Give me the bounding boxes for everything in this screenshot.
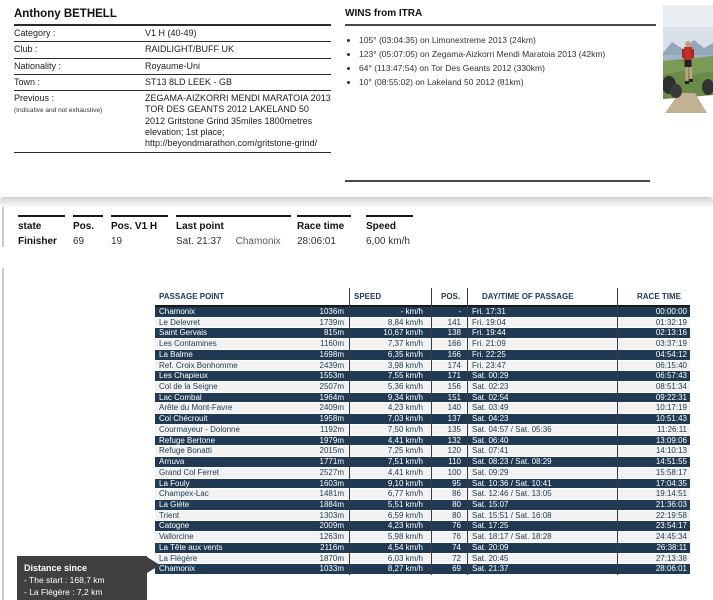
passage-point-cell: La Balme	[159, 349, 193, 359]
daytime-cell: Sat. 20:45	[472, 553, 509, 563]
speed-cell: 4,54 km/h	[387, 542, 423, 552]
speed-cell: 9,34 km/h	[387, 392, 423, 402]
athlete-photo	[663, 5, 713, 113]
elevation-cell: 2015m	[319, 446, 344, 456]
passage-point-cell: Courmayeur - Dolonne	[159, 424, 240, 434]
racetime-cell: 26:38:11	[656, 542, 687, 552]
wins-item: • 64° (113:47:54) on Tor Des Geants 2012 (330km)	[359, 63, 656, 73]
daytime-cell: Sat. 00:29	[472, 371, 509, 381]
elevation-cell: 1771m	[319, 457, 344, 467]
summary-value: 28:06:01	[297, 236, 336, 247]
passage-point-cell: Vallorcine	[159, 532, 194, 542]
table-row[interactable]	[155, 328, 690, 339]
passage-point-cell: La Fouly	[159, 478, 190, 488]
passage-point-cell: La Giète	[159, 499, 190, 509]
tooltip-line: - The start : 168,7 km	[24, 575, 105, 585]
passage-point-cell: Saint Gervais	[159, 328, 208, 338]
elevation-cell: 1192m	[320, 424, 344, 434]
column-separator	[431, 288, 432, 575]
elevation-cell: 1979m	[319, 435, 344, 445]
speed-cell: 7,55 km/h	[387, 371, 423, 381]
last-point-name: Chamonix	[235, 236, 281, 247]
table-row[interactable]	[155, 382, 690, 393]
passage-point-cell: Le Delevret	[159, 317, 200, 327]
column-separator	[349, 288, 350, 575]
passage-point-cell: Lac Combal	[159, 392, 202, 402]
elevation-cell: 1303m	[319, 510, 344, 520]
elevation-cell: 1884m	[319, 499, 344, 509]
section-divider	[0, 197, 713, 207]
position-cell: 69	[452, 564, 461, 574]
passage-table-header	[155, 288, 690, 307]
position-cell: 80	[452, 510, 461, 520]
table-row[interactable]	[155, 361, 690, 372]
racetime-cell: 27:13:38	[655, 553, 687, 563]
left-guide-line	[2, 204, 4, 247]
daytime-cell: Fri. 21:09	[472, 339, 506, 349]
tooltip-arrow	[147, 557, 160, 573]
passage-point-cell: Les Chapieux	[159, 371, 208, 381]
position-cell: 80	[452, 499, 461, 509]
position-cell: 141	[447, 317, 461, 327]
position-cell: 86	[452, 489, 461, 499]
position-cell: 100	[447, 467, 461, 477]
racetime-cell: 14:10:13	[655, 446, 687, 456]
summary-label: state	[18, 221, 42, 232]
summary-col-race-time	[297, 215, 351, 247]
speed-cell: 4,23 km/h	[387, 403, 423, 413]
table-row[interactable]	[155, 521, 690, 532]
passage-table	[155, 288, 690, 575]
table-row[interactable]	[155, 425, 690, 436]
speed-cell: 7,03 km/h	[387, 414, 423, 424]
summary-value: 6,00 km/h	[366, 236, 410, 247]
speed-cell: 4,41 km/h	[387, 467, 423, 477]
table-row[interactable]	[155, 350, 690, 361]
table-row[interactable]	[155, 489, 690, 500]
speed-cell: 8,84 km/h	[387, 317, 423, 327]
column-separator	[617, 288, 618, 575]
speed-cell: 3,98 km/h	[387, 360, 423, 370]
position-cell: 72	[452, 553, 461, 563]
summary-col-last-point	[176, 215, 291, 247]
table-row[interactable]	[155, 436, 690, 447]
elevation-cell: 1964m	[319, 392, 344, 402]
speed-cell: 10,67 km/h	[383, 328, 423, 338]
position-cell: -	[458, 307, 461, 316]
table-row[interactable]	[155, 414, 690, 425]
position-cell: 135	[447, 424, 461, 434]
passage-point-cell: Les Contamines	[159, 339, 217, 349]
racetime-cell: 10:51:43	[655, 414, 687, 424]
racetime-cell: 23:54:17	[655, 521, 687, 531]
profile-row-town	[14, 75, 331, 91]
passage-point-cell: Trient	[159, 510, 180, 520]
athlete-name: Anthony BETHELL	[14, 6, 331, 26]
position-cell: 171	[447, 371, 461, 381]
summary-value: Finisher	[18, 236, 57, 247]
wins-item: • 123° (05:07:05) on Zegama-Aizkorri Mendi Maratoia 2013 (42km)	[359, 49, 656, 59]
summary-label: Pos. V1 H	[111, 221, 158, 232]
daytime-cell: Fri. 17:31	[472, 307, 506, 316]
daytime-cell: Sat. 18:17 / Sat. 18:28	[472, 532, 552, 542]
elevation-cell: 1870m	[319, 553, 344, 563]
position-cell: 132	[447, 435, 461, 445]
table-row[interactable]	[155, 393, 690, 404]
daytime-cell: Sat. 15:51 / Sat. 16:08	[472, 510, 552, 520]
wins-section	[345, 6, 656, 91]
elevation-cell: 2009m	[319, 521, 344, 531]
daytime-cell: Fri. 22:25	[472, 349, 506, 359]
speed-cell: 7,37 km/h	[387, 339, 423, 349]
passage-point-cell: La Tête aux vents	[159, 542, 223, 552]
position-cell: 74	[452, 542, 461, 552]
table-row[interactable]	[155, 457, 690, 468]
racetime-cell: 06:15:40	[655, 360, 687, 370]
daytime-cell: Sat. 02:54	[472, 392, 509, 402]
racetime-cell: 11:26:11	[657, 424, 687, 434]
summary-value: 69	[73, 236, 85, 247]
passage-point-cell: Arête du Mont-Favre	[159, 403, 233, 413]
racetime-cell: 28:06:01	[655, 564, 687, 574]
profile-label: Club :	[14, 44, 38, 55]
tooltip-title: Distance since	[24, 563, 88, 573]
speed-cell: 4,23 km/h	[387, 521, 423, 531]
table-row[interactable]	[155, 511, 690, 522]
elevation-cell: 1481m	[319, 489, 344, 499]
racetime-cell: 21:36:03	[655, 499, 687, 509]
elevation-cell: 815m	[323, 328, 344, 338]
summary-col-state	[18, 215, 65, 247]
elevation-cell: 2409m	[319, 403, 344, 413]
speed-cell: - km/h	[400, 307, 423, 316]
profile-value: ST13 8LD LEEK - GB	[145, 76, 233, 87]
racetime-cell: 09:22:31	[655, 392, 687, 402]
runner-photo-illustration	[663, 5, 713, 113]
summary-label: Last point	[176, 221, 224, 232]
position-cell: 156	[447, 382, 461, 392]
elevation-cell: 2507m	[319, 382, 344, 392]
daytime-cell: Sat. 02:23	[472, 382, 509, 392]
speed-cell: 6,77 km/h	[387, 489, 423, 499]
daytime-cell: Sat. 08:23 / Sat. 08:29	[472, 457, 552, 467]
passage-point-cell: Ref. Croix Bonhomme	[159, 360, 238, 370]
position-cell: 110	[448, 457, 461, 467]
col-header-speed: SPEED	[354, 292, 382, 301]
racetime-cell: 19:14:51	[655, 489, 687, 499]
col-header-day-time: DAY/TIME OF PASSAGE	[482, 292, 574, 301]
position-cell: 137	[447, 414, 461, 424]
daytime-cell: Fri. 19:04	[472, 317, 506, 327]
position-cell: 138	[447, 328, 461, 338]
position-cell: 174	[447, 360, 461, 370]
table-row[interactable]	[155, 468, 690, 479]
athlete-profile-card	[14, 6, 331, 153]
table-row[interactable]	[155, 500, 690, 511]
summary-label: Pos.	[73, 221, 95, 232]
wins-item: • 10° (08:55:02) on Lakeland 50 2012 (81km)	[359, 77, 656, 87]
wins-list	[359, 35, 656, 87]
passage-point-cell: Grand Col Ferret	[159, 467, 220, 477]
profile-label: Nationality :	[14, 60, 62, 71]
speed-cell: 5,98 km/h	[387, 532, 423, 542]
speed-cell: 6,35 km/h	[387, 349, 423, 359]
column-separator	[467, 288, 468, 575]
table-row[interactable]	[155, 543, 690, 554]
summary-col-pos-v1h	[111, 215, 168, 247]
distance-tooltip	[17, 556, 147, 600]
speed-cell: 5,36 km/h	[387, 382, 423, 392]
wins-item: • 105° (03:04:35) on Limonextreme 2013 (24km)	[359, 35, 656, 45]
daytime-cell: Sat. 03:49	[472, 403, 509, 413]
last-point-time: Sat. 21:37	[176, 236, 222, 247]
passage-point-cell: Arnuva	[159, 457, 185, 467]
elevation-cell: 1698m	[319, 349, 344, 359]
racetime-cell: 08:51:34	[655, 382, 687, 392]
daytime-cell: Fri. 19:44	[472, 328, 506, 338]
speed-cell: 8,27 km/h	[387, 564, 423, 574]
elevation-cell: 1263m	[319, 532, 344, 542]
profile-label: Category :	[14, 28, 56, 38]
daytime-cell: Sat. 17:25	[472, 521, 509, 531]
position-cell: 166	[447, 339, 461, 349]
speed-cell: 7,25 km/h	[387, 446, 423, 456]
elevation-cell: 1603m	[319, 478, 344, 488]
speed-cell: 4,41 km/h	[387, 435, 423, 445]
passage-point-cell: Col Chécrouit	[159, 414, 208, 424]
wins-title: WINS from ITRA	[345, 6, 656, 26]
daytime-cell: Sat. 20:09	[472, 542, 509, 552]
racetime-cell: 00:00:00	[655, 307, 687, 316]
daytime-cell: Fri. 23:47	[472, 360, 506, 370]
elevation-cell: 1036m	[319, 307, 344, 316]
racetime-cell: 22:19:58	[655, 510, 687, 520]
racetime-cell: 15:58:17	[655, 467, 687, 477]
profile-label-text: Previous :	[14, 93, 55, 104]
profile-label-note: (Indicative and not exhaustive)	[14, 107, 103, 115]
elevation-cell: 1958m	[319, 414, 344, 424]
position-cell: 95	[452, 478, 461, 488]
wins-section-divider	[345, 180, 650, 182]
racetime-cell: 24:45:34	[655, 532, 687, 542]
elevation-cell: 2116m	[320, 542, 344, 552]
profile-label: Town :	[14, 76, 41, 87]
profile-row-nationality	[14, 59, 331, 75]
col-header-race-time: RACE TIME	[637, 292, 681, 301]
racetime-cell: 17:04:35	[655, 478, 687, 488]
passage-point-cell: Refuge Bonatti	[159, 446, 212, 456]
daytime-cell: Sat. 21:37	[472, 564, 509, 574]
daytime-cell: Sat. 10:36 / Sat. 10:41	[472, 478, 552, 488]
table-row[interactable]	[155, 403, 690, 414]
profile-row-category	[14, 26, 331, 42]
table-row[interactable]	[155, 318, 690, 329]
table-row[interactable]	[155, 479, 690, 490]
daytime-cell: Sat. 12:46 / Sat. 13:05	[472, 489, 552, 499]
speed-cell: 6,59 km/h	[387, 510, 423, 520]
summary-label: Race time	[297, 221, 345, 232]
passage-point-cell: Catogne	[159, 521, 190, 531]
daytime-cell: Sat. 04:57 / Sat. 05:36	[472, 424, 552, 434]
table-row[interactable]	[155, 446, 690, 457]
summary-col-speed	[366, 215, 413, 247]
speed-cell: 6,03 km/h	[387, 553, 423, 563]
col-header-passage-point: PASSAGE POINT	[159, 292, 225, 301]
summary-label: Speed	[366, 221, 397, 232]
summary-col-pos	[73, 215, 103, 247]
speed-cell: 7,51 km/h	[387, 457, 423, 467]
table-row[interactable]	[155, 564, 690, 575]
table-row[interactable]	[155, 532, 690, 543]
daytime-cell: Sat. 15:07	[472, 499, 509, 509]
passage-point-cell: Champex-Lac	[159, 489, 209, 499]
racetime-cell: 04:54:12	[655, 349, 687, 359]
elevation-cell: 2527m	[319, 467, 344, 477]
position-cell: 140	[447, 403, 461, 413]
racetime-cell: 13:09:06	[655, 435, 687, 445]
table-row[interactable]	[155, 339, 690, 350]
position-cell: 151	[447, 392, 461, 402]
position-cell: 76	[452, 532, 461, 542]
passage-point-cell: Chamonix	[159, 307, 196, 316]
col-header-pos: POS.	[441, 292, 461, 301]
passage-point-cell: La Flégère	[159, 553, 198, 563]
racetime-cell: 10:17:19	[655, 403, 687, 413]
profile-value: RAIDLIGHT/BUFF UK	[145, 44, 235, 55]
daytime-cell: Sat. 07:41	[472, 446, 509, 456]
position-cell: 76	[452, 521, 461, 531]
racetime-cell: 14:51:55	[655, 457, 687, 467]
daytime-cell: Sat. 09:29	[472, 467, 509, 477]
passage-table-body	[155, 307, 690, 575]
racetime-cell: 03:37:19	[655, 339, 687, 349]
table-row[interactable]	[155, 371, 690, 382]
elevation-cell: 1033m	[319, 564, 344, 574]
tooltip-line: - La Flégère : 7,2 km	[24, 587, 103, 597]
elevation-cell: 1160m	[320, 339, 344, 349]
profile-row-previous	[14, 91, 331, 152]
speed-cell: 9,10 km/h	[387, 478, 423, 488]
speed-cell: 7,50 km/h	[387, 424, 423, 434]
position-cell: 120	[447, 446, 461, 456]
profile-label	[14, 93, 145, 149]
elevation-cell: 1739m	[319, 317, 344, 327]
summary-value: 19	[111, 236, 123, 247]
elevation-cell: 1553m	[319, 371, 344, 381]
passage-point-cell: Col de la Seigne	[159, 382, 218, 392]
racetime-cell: 02:13:16	[655, 328, 687, 338]
table-row[interactable]	[155, 307, 690, 318]
speed-cell: 5,51 km/h	[387, 499, 423, 509]
summary-value	[176, 236, 291, 247]
daytime-cell: Sat. 06:40	[472, 435, 509, 445]
profile-value: V1 H (40-49)	[145, 28, 197, 38]
passage-point-cell: Refuge Bertone	[159, 435, 216, 445]
table-row[interactable]	[155, 554, 690, 565]
elevation-cell: 2439m	[319, 360, 344, 370]
passage-point-cell: Chamonix	[159, 564, 196, 574]
racetime-cell: 06:57:43	[655, 371, 687, 381]
left-guide-line	[2, 268, 4, 600]
daytime-cell: Sat. 04:23	[472, 414, 509, 424]
position-cell: 166	[447, 349, 461, 359]
racetime-cell: 01:32:19	[655, 317, 687, 327]
profile-row-club	[14, 42, 331, 58]
profile-value: ZEGAMA-AIZKORRI MENDI MARATOIA 2013 TOR DES GEANTS 2012 LAKELAND 50 2012 Gritstone Grind 35miles 1800metres elevation; 1st place; http://beyondmarathon.com/gritstone-grind/	[145, 93, 331, 149]
profile-value: Royaume-Uni	[145, 60, 201, 71]
